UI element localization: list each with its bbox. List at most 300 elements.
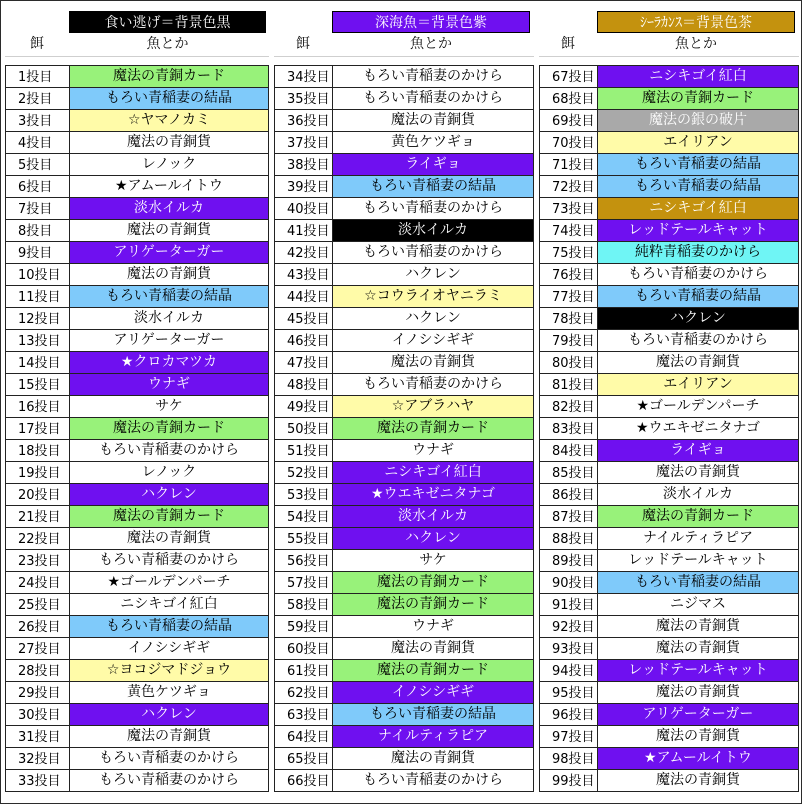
catch-cell: レノック xyxy=(70,462,268,483)
column-header-fish: 魚とか xyxy=(146,36,189,52)
throw-number: 45投目 xyxy=(275,308,333,329)
table-row xyxy=(540,484,798,506)
table-row xyxy=(275,462,533,484)
catch-cell: ★アムールイトウ xyxy=(70,176,268,197)
table-row xyxy=(6,132,268,154)
catch-cell: ナイルティラピア xyxy=(598,528,798,549)
throw-number: 48投目 xyxy=(275,374,333,395)
throw-number: 93投目 xyxy=(540,638,598,659)
table-row xyxy=(540,308,798,330)
throws-group-2 xyxy=(274,1,534,789)
table-row xyxy=(540,528,798,550)
table-row xyxy=(6,198,268,220)
catch-cell: 魔法の銀の破片 xyxy=(598,110,798,131)
catch-cell: もろい青稲妻の結晶 xyxy=(70,616,268,637)
throw-number: 5投目 xyxy=(6,154,70,175)
catch-cell: ライギョ xyxy=(333,154,533,175)
catch-cell: 黄色ケツギョ xyxy=(70,682,268,703)
throw-number: 84投目 xyxy=(540,440,598,461)
column-header-bait: 餌 xyxy=(561,36,575,52)
throw-number: 77投目 xyxy=(540,286,598,307)
throw-number: 6投目 xyxy=(6,176,70,197)
table-row xyxy=(275,572,533,594)
throw-number: 68投目 xyxy=(540,88,598,109)
catch-cell: 魔法の青銅貨 xyxy=(598,638,798,659)
throw-number: 38投目 xyxy=(275,154,333,175)
catch-cell: 淡水イルカ xyxy=(70,198,268,219)
catch-cell: ウナギ xyxy=(333,440,533,461)
catch-cell: もろい青稲妻のかけら xyxy=(598,264,798,285)
throw-number: 30投目 xyxy=(6,704,70,725)
table-row xyxy=(6,528,268,550)
throw-number: 28投目 xyxy=(6,660,70,681)
table-row xyxy=(275,66,533,88)
throw-number: 27投目 xyxy=(6,638,70,659)
throw-number: 79投目 xyxy=(540,330,598,351)
table-row xyxy=(6,682,268,704)
throw-number: 8投目 xyxy=(6,220,70,241)
table-row xyxy=(6,308,268,330)
throw-number: 90投目 xyxy=(540,572,598,593)
throw-number: 4投目 xyxy=(6,132,70,153)
throw-number: 53投目 xyxy=(275,484,333,505)
table-row xyxy=(6,396,268,418)
table-row xyxy=(275,264,533,286)
catch-cell: ★ウエキゼニタナゴ xyxy=(333,484,533,505)
throw-number: 74投目 xyxy=(540,220,598,241)
throw-number: 34投目 xyxy=(275,66,333,87)
throw-number: 14投目 xyxy=(6,352,70,373)
throw-number: 75投目 xyxy=(540,242,598,263)
catch-cell: 魔法の青銅貨 xyxy=(333,352,533,373)
throw-number: 55投目 xyxy=(275,528,333,549)
catch-cell: アリゲーターガー xyxy=(70,242,268,263)
catch-cell: レッドテールキャット xyxy=(598,550,798,571)
table-row xyxy=(540,352,798,374)
throw-number: 64投目 xyxy=(275,726,333,747)
catch-cell: ハクレン xyxy=(333,264,533,285)
column-header-fish: 魚とか xyxy=(410,36,452,52)
catch-cell: ★ゴールデンパーチ xyxy=(598,396,798,417)
catch-cell: もろい青稲妻のかけら xyxy=(70,770,268,791)
throw-number: 63投目 xyxy=(275,704,333,725)
throw-number: 37投目 xyxy=(275,132,333,153)
table-row xyxy=(275,176,533,198)
catch-cell: もろい青稲妻のかけら xyxy=(333,374,533,395)
throw-number: 19投目 xyxy=(6,462,70,483)
throw-number: 10投目 xyxy=(6,264,70,285)
catch-cell: 魔法の青銅カード xyxy=(70,506,268,527)
throws-group-1 xyxy=(5,1,269,789)
catch-cell: ハクレン xyxy=(598,308,798,329)
legend-escape-black: 食い逃げ＝背景色黒 xyxy=(69,11,266,33)
catch-cell: レッドテールキャット xyxy=(598,220,798,241)
catch-cell: 魔法の青銅カード xyxy=(70,418,268,439)
table-row xyxy=(6,572,268,594)
catch-cell: 黄色ケツギョ xyxy=(333,132,533,153)
catch-cell: レノック xyxy=(70,154,268,175)
throws-table xyxy=(5,65,269,792)
table-row xyxy=(275,396,533,418)
legend-coelacanth-brown: ｼｰﾗｶﾝｽ＝背景色茶 xyxy=(597,11,795,33)
table-row xyxy=(540,660,798,682)
throw-number: 72投目 xyxy=(540,176,598,197)
throw-number: 86投目 xyxy=(540,484,598,505)
throw-number: 81投目 xyxy=(540,374,598,395)
table-row xyxy=(275,726,533,748)
table-row xyxy=(275,484,533,506)
catch-cell: ニジマス xyxy=(598,594,798,615)
catch-cell: 魔法の青銅貨 xyxy=(333,748,533,769)
throw-number: 89投目 xyxy=(540,550,598,571)
catch-cell: ウナギ xyxy=(70,374,268,395)
column-header-bait: 餌 xyxy=(30,36,44,52)
table-row xyxy=(540,682,798,704)
table-row xyxy=(540,88,798,110)
table-row xyxy=(275,352,533,374)
catch-cell: 魔法の青銅カード xyxy=(598,506,798,527)
catch-cell: ハクレン xyxy=(70,704,268,725)
table-row xyxy=(540,396,798,418)
throw-number: 18投目 xyxy=(6,440,70,461)
throw-number: 16投目 xyxy=(6,396,70,417)
throw-number: 2投目 xyxy=(6,88,70,109)
table-row xyxy=(6,484,268,506)
table-row xyxy=(540,220,798,242)
table-row xyxy=(6,748,268,770)
table-row xyxy=(275,110,533,132)
catch-cell: 魔法の青銅貨 xyxy=(70,528,268,549)
table-row xyxy=(540,440,798,462)
catch-cell: ★ゴールデンパーチ xyxy=(70,572,268,593)
table-row xyxy=(6,440,268,462)
throw-number: 61投目 xyxy=(275,660,333,681)
catch-cell: サケ xyxy=(70,396,268,417)
column-header-bait: 餌 xyxy=(296,36,310,52)
column-header-fish: 魚とか xyxy=(675,36,717,52)
legend-deepsea-purple: 深海魚＝背景色紫 xyxy=(332,11,530,33)
table-row xyxy=(275,418,533,440)
catch-cell: ★ウエキゼニタナゴ xyxy=(598,418,798,439)
catch-cell: レッドテールキャット xyxy=(598,660,798,681)
catch-cell: ニシキゴイ紅白 xyxy=(333,462,533,483)
catch-cell: 魔法の青銅貨 xyxy=(70,132,268,153)
table-row xyxy=(6,704,268,726)
throw-number: 65投目 xyxy=(275,748,333,769)
table-row xyxy=(6,88,268,110)
catch-cell: ライギョ xyxy=(598,440,798,461)
table-row xyxy=(275,220,533,242)
catch-cell: もろい青稲妻の結晶 xyxy=(70,88,268,109)
catch-cell: 魔法の青銅カード xyxy=(333,594,533,615)
catch-cell: 魔法の青銅カード xyxy=(333,418,533,439)
catch-cell: ナイルティラピア xyxy=(333,726,533,747)
throw-number: 66投目 xyxy=(275,770,333,791)
throw-number: 80投目 xyxy=(540,352,598,373)
throw-number: 52投目 xyxy=(275,462,333,483)
catch-cell: もろい青稲妻のかけら xyxy=(70,748,268,769)
throw-number: 67投目 xyxy=(540,66,598,87)
table-row xyxy=(540,242,798,264)
throw-number: 46投目 xyxy=(275,330,333,351)
table-row xyxy=(6,616,268,638)
table-row xyxy=(540,176,798,198)
throw-number: 42投目 xyxy=(275,242,333,263)
table-row xyxy=(6,220,268,242)
catch-cell: 魔法の青銅貨 xyxy=(598,462,798,483)
catch-cell: ハクレン xyxy=(70,484,268,505)
catch-cell: ★クロカマツカ xyxy=(70,352,268,373)
group-header xyxy=(539,1,799,59)
catch-cell: もろい青稲妻のかけら xyxy=(333,88,533,109)
table-row xyxy=(275,528,533,550)
throw-number: 15投目 xyxy=(6,374,70,395)
catch-cell: もろい青稲妻の結晶 xyxy=(598,154,798,175)
catch-cell: 魔法の青銅貨 xyxy=(598,726,798,747)
throws-group-3 xyxy=(539,1,799,789)
throw-number: 7投目 xyxy=(6,198,70,219)
header-divider xyxy=(5,56,269,57)
throw-number: 78投目 xyxy=(540,308,598,329)
catch-cell: 魔法の青銅カード xyxy=(333,572,533,593)
catch-cell: ☆ヨコジマドジョウ xyxy=(70,660,268,681)
catch-cell: 純粋青稲妻のかけら xyxy=(598,242,798,263)
throw-number: 17投目 xyxy=(6,418,70,439)
throw-number: 73投目 xyxy=(540,198,598,219)
table-row xyxy=(275,154,533,176)
throw-number: 83投目 xyxy=(540,418,598,439)
table-row xyxy=(540,572,798,594)
throw-number: 99投目 xyxy=(540,770,598,791)
table-row xyxy=(540,330,798,352)
throw-number: 32投目 xyxy=(6,748,70,769)
catch-cell: サケ xyxy=(333,550,533,571)
catch-cell: もろい青稲妻の結晶 xyxy=(333,176,533,197)
catch-cell: ☆ヤマノカミ xyxy=(70,110,268,131)
catch-cell: 魔法の青銅貨 xyxy=(598,352,798,373)
table-row xyxy=(275,198,533,220)
table-row xyxy=(275,704,533,726)
table-row xyxy=(6,462,268,484)
table-row xyxy=(540,132,798,154)
table-row xyxy=(540,286,798,308)
catch-cell: 魔法の青銅貨 xyxy=(333,638,533,659)
throw-number: 24投目 xyxy=(6,572,70,593)
catch-cell: 淡水イルカ xyxy=(598,484,798,505)
throw-number: 94投目 xyxy=(540,660,598,681)
catch-cell: もろい青稲妻のかけら xyxy=(333,198,533,219)
table-row xyxy=(275,616,533,638)
catch-cell: もろい青稲妻のかけら xyxy=(598,330,798,351)
throw-number: 50投目 xyxy=(275,418,333,439)
catch-cell: もろい青稲妻のかけら xyxy=(70,550,268,571)
catch-cell: もろい青稲妻のかけら xyxy=(333,242,533,263)
catch-cell: アリゲーターガー xyxy=(598,704,798,725)
table-row xyxy=(6,242,268,264)
throw-number: 23投目 xyxy=(6,550,70,571)
table-row xyxy=(540,264,798,286)
throw-number: 12投目 xyxy=(6,308,70,329)
table-row xyxy=(6,726,268,748)
table-row xyxy=(275,748,533,770)
table-row xyxy=(6,286,268,308)
catch-cell: もろい青稲妻の結晶 xyxy=(598,572,798,593)
catch-cell: もろい青稲妻の結晶 xyxy=(598,286,798,307)
throw-number: 95投目 xyxy=(540,682,598,703)
throw-number: 26投目 xyxy=(6,616,70,637)
throw-number: 43投目 xyxy=(275,264,333,285)
throw-number: 13投目 xyxy=(6,330,70,351)
table-row xyxy=(6,154,268,176)
catch-cell: もろい青稲妻の結晶 xyxy=(598,176,798,197)
throw-number: 11投目 xyxy=(6,286,70,307)
throw-number: 36投目 xyxy=(275,110,333,131)
throw-number: 87投目 xyxy=(540,506,598,527)
catch-cell: ハクレン xyxy=(333,308,533,329)
throws-table xyxy=(539,65,799,792)
table-row xyxy=(540,726,798,748)
catch-cell: ウナギ xyxy=(333,616,533,637)
throw-number: 54投目 xyxy=(275,506,333,527)
table-row xyxy=(540,66,798,88)
catch-cell: もろい青稲妻のかけら xyxy=(333,770,533,791)
throw-number: 41投目 xyxy=(275,220,333,241)
table-row xyxy=(275,506,533,528)
table-row xyxy=(6,550,268,572)
table-row xyxy=(275,242,533,264)
table-row xyxy=(275,286,533,308)
table-row xyxy=(275,682,533,704)
throw-number: 22投目 xyxy=(6,528,70,549)
table-row xyxy=(275,660,533,682)
catch-cell: 魔法の青銅カード xyxy=(333,660,533,681)
table-row xyxy=(540,418,798,440)
table-row xyxy=(540,110,798,132)
catch-cell: 魔法の青銅貨 xyxy=(333,110,533,131)
header-divider xyxy=(274,56,534,57)
table-row xyxy=(540,154,798,176)
catch-cell: 魔法の青銅貨 xyxy=(598,770,798,791)
table-row xyxy=(540,616,798,638)
throw-number: 58投目 xyxy=(275,594,333,615)
table-row xyxy=(6,506,268,528)
throw-number: 40投目 xyxy=(275,198,333,219)
table-row xyxy=(6,352,268,374)
catch-cell: イノシシギギ xyxy=(70,638,268,659)
throw-number: 29投目 xyxy=(6,682,70,703)
throw-number: 35投目 xyxy=(275,88,333,109)
catch-cell: もろい青稲妻の結晶 xyxy=(333,704,533,725)
throw-number: 98投目 xyxy=(540,748,598,769)
throw-number: 82投目 xyxy=(540,396,598,417)
table-row xyxy=(275,330,533,352)
throw-number: 85投目 xyxy=(540,462,598,483)
table-row xyxy=(275,550,533,572)
table-row xyxy=(275,770,533,792)
group-header xyxy=(5,1,269,59)
catch-cell: 魔法の青銅貨 xyxy=(598,616,798,637)
table-row xyxy=(275,88,533,110)
table-row xyxy=(275,308,533,330)
table-row xyxy=(540,704,798,726)
throw-number: 51投目 xyxy=(275,440,333,461)
throw-number: 97投目 xyxy=(540,726,598,747)
table-row xyxy=(540,506,798,528)
table-row xyxy=(540,550,798,572)
catch-cell: 魔法の青銅貨 xyxy=(70,726,268,747)
catch-cell: ☆アブラハヤ xyxy=(333,396,533,417)
table-row xyxy=(275,374,533,396)
throw-number: 9投目 xyxy=(6,242,70,263)
table-row xyxy=(6,330,268,352)
table-row xyxy=(6,110,268,132)
table-row xyxy=(540,374,798,396)
throw-number: 70投目 xyxy=(540,132,598,153)
catch-cell: もろい青稲妻の結晶 xyxy=(70,286,268,307)
table-row xyxy=(6,418,268,440)
table-row xyxy=(6,660,268,682)
catch-cell: 魔法の青銅貨 xyxy=(598,682,798,703)
table-row xyxy=(6,66,268,88)
throw-number: 20投目 xyxy=(6,484,70,505)
table-row xyxy=(6,374,268,396)
throw-number: 91投目 xyxy=(540,594,598,615)
catch-cell: 淡水イルカ xyxy=(333,220,533,241)
catch-cell: ハクレン xyxy=(333,528,533,549)
catch-cell: 魔法の青銅カード xyxy=(598,88,798,109)
throw-number: 44投目 xyxy=(275,286,333,307)
catch-cell: 魔法の青銅貨 xyxy=(70,220,268,241)
catch-cell: ニシキゴイ紅白 xyxy=(70,594,268,615)
throw-number: 3投目 xyxy=(6,110,70,131)
catch-cell: イノシシギギ xyxy=(333,330,533,351)
throw-number: 1投目 xyxy=(6,66,70,87)
throw-number: 21投目 xyxy=(6,506,70,527)
table-row xyxy=(540,770,798,792)
catch-cell: アリゲーターガー xyxy=(70,330,268,351)
table-row xyxy=(540,462,798,484)
catch-cell: エイリアン xyxy=(598,374,798,395)
table-row xyxy=(540,594,798,616)
catch-cell: 淡水イルカ xyxy=(70,308,268,329)
table-row xyxy=(6,638,268,660)
throw-number: 92投目 xyxy=(540,616,598,637)
catch-cell: ニシキゴイ紅白 xyxy=(598,66,798,87)
throw-number: 96投目 xyxy=(540,704,598,725)
throw-number: 71投目 xyxy=(540,154,598,175)
table-row xyxy=(6,594,268,616)
throw-number: 60投目 xyxy=(275,638,333,659)
throw-number: 62投目 xyxy=(275,682,333,703)
throw-number: 25投目 xyxy=(6,594,70,615)
group-header xyxy=(274,1,534,59)
table-row xyxy=(6,770,268,792)
table-row xyxy=(540,638,798,660)
throw-number: 88投目 xyxy=(540,528,598,549)
table-row xyxy=(540,748,798,770)
table-row xyxy=(275,594,533,616)
throw-number: 31投目 xyxy=(6,726,70,747)
throw-number: 57投目 xyxy=(275,572,333,593)
catch-cell: もろい青稲妻のかけら xyxy=(333,66,533,87)
throw-number: 49投目 xyxy=(275,396,333,417)
throw-number: 56投目 xyxy=(275,550,333,571)
catch-cell: イノシシギギ xyxy=(333,682,533,703)
catch-cell: 魔法の青銅貨 xyxy=(70,264,268,285)
table-row xyxy=(6,176,268,198)
catch-cell: 淡水イルカ xyxy=(333,506,533,527)
catch-cell: 魔法の青銅カード xyxy=(70,66,268,87)
